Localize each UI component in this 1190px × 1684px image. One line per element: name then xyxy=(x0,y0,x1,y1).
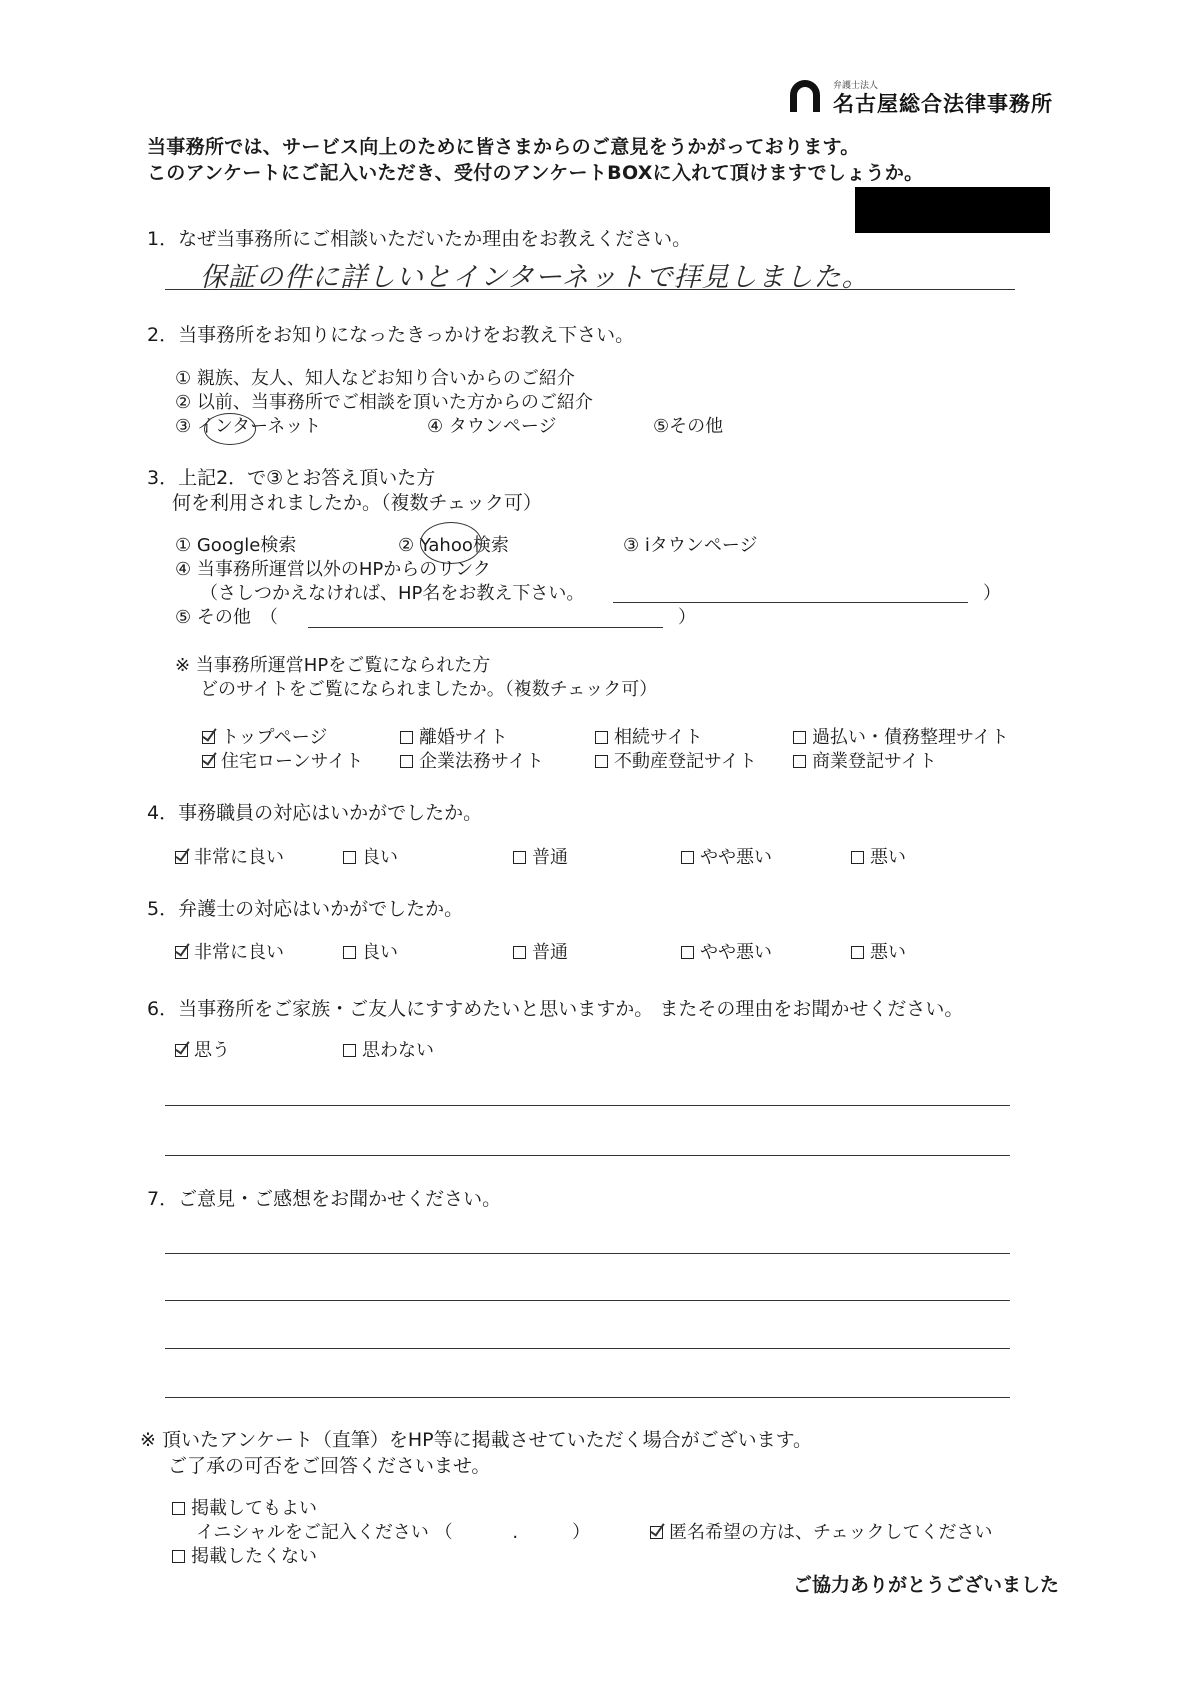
q3-option-1[interactable]: ① Google検索 xyxy=(175,535,297,556)
q7-answer-line-4 xyxy=(165,1397,1010,1398)
q7-answer-line-3 xyxy=(165,1348,1010,1349)
site-item-divorce[interactable]: 離婚サイト xyxy=(400,727,508,749)
site-item-corporate[interactable]: 企業法務サイト xyxy=(400,751,544,773)
firm-logo-icon xyxy=(790,80,820,112)
site-item-debt[interactable]: 過払い・債務整理サイト xyxy=(793,727,1009,749)
q5-question: 5．弁護士の対応はいかがでしたか。 xyxy=(147,898,464,920)
q5-option-very-good[interactable]: 非常に良い xyxy=(175,942,284,964)
q2-option-3-circle-mark xyxy=(204,413,256,445)
logo-firm-name: 名古屋総合法律事務所 xyxy=(833,91,1053,116)
site-item-top[interactable]: トップページ xyxy=(202,727,327,749)
q6-option-no[interactable]: 思わない xyxy=(343,1040,434,1062)
publish-ng-option[interactable]: 掲載したくない xyxy=(172,1546,317,1568)
q3-option-5-close: ） xyxy=(678,607,696,628)
q7-answer-line-1 xyxy=(165,1253,1010,1254)
q6-no-checkbox[interactable] xyxy=(343,1044,356,1057)
thanks-message: ご協力ありがとうございました xyxy=(793,1574,1060,1596)
q3-question-line-2: 何を利用されましたか。（複数チェック可） xyxy=(172,492,542,514)
q3-hp-name-line xyxy=(613,602,968,603)
q5-option-average[interactable]: 普通 xyxy=(513,942,568,964)
site-item-inheritance[interactable]: 相続サイト xyxy=(595,727,703,749)
q5-option-somewhat-bad[interactable]: やや悪い xyxy=(681,942,772,964)
q7-answer-line-2 xyxy=(165,1300,1010,1301)
q5-somewhat-bad-checkbox[interactable] xyxy=(681,946,694,959)
publish-note-line-1: ※ 頂いたアンケート（直筆）をHP等に掲載させていただく場合がございます。 xyxy=(140,1429,813,1451)
q3-option-4[interactable]: ④ 当事務所運営以外のHPからのリンク xyxy=(175,559,491,580)
q3-other-line xyxy=(308,627,663,628)
publish-initials-prompt: イニシャルをご記入ください （ . ） xyxy=(196,1522,591,1543)
q3-option-2-circle-mark xyxy=(420,522,482,564)
q4-very-good-checkbox[interactable] xyxy=(175,851,188,864)
intro-line-2: このアンケートにご記入いただき、受付のアンケートBOXに入れて頂けますでしょうか。 xyxy=(147,162,924,184)
site-item-real-estate[interactable]: 不動産登記サイト xyxy=(595,751,757,773)
q4-average-checkbox[interactable] xyxy=(513,851,526,864)
q5-option-good[interactable]: 良い xyxy=(343,942,398,964)
publish-ok-checkbox[interactable] xyxy=(172,1502,185,1515)
site-divorce-checkbox[interactable] xyxy=(400,731,413,744)
q6-yes-checkbox[interactable] xyxy=(175,1044,188,1057)
logo-subtitle: 弁護士法人 xyxy=(833,81,879,91)
site-commercial-checkbox[interactable] xyxy=(793,755,806,768)
q7-question: 7．ご意見・ご感想をお聞かせください。 xyxy=(147,1188,502,1210)
q1-answer-line xyxy=(165,289,1015,290)
q6-question: 6．当事務所をご家族・ご友人にすすめたいと思いますか。 またその理由をお聞かせください。 xyxy=(147,998,964,1020)
q6-option-yes[interactable]: 思う xyxy=(175,1040,230,1062)
publish-note-line-2: ご了承の可否をご回答くださいませ。 xyxy=(168,1455,491,1477)
q4-somewhat-bad-checkbox[interactable] xyxy=(681,851,694,864)
q3-option-4-close: ） xyxy=(983,583,1001,604)
q3-note-line-1: ※ 当事務所運営HPをご覧になられた方 xyxy=(175,655,491,676)
site-corporate-checkbox[interactable] xyxy=(400,755,413,768)
q6-answer-line-1 xyxy=(165,1105,1010,1106)
q5-bad-checkbox[interactable] xyxy=(851,946,864,959)
site-inheritance-checkbox[interactable] xyxy=(595,731,608,744)
site-item-commercial[interactable]: 商業登記サイト xyxy=(793,751,937,773)
q5-very-good-checkbox[interactable] xyxy=(175,946,188,959)
intro-line-1: 当事務所では、サービス向上のために皆さまからのご意見をうかがっております。 xyxy=(147,136,860,158)
publish-ok-option[interactable]: 掲載してもよい xyxy=(172,1498,317,1520)
q3-option-4-note: （さしつかえなければ、HP名をお教え下さい。 xyxy=(200,583,585,604)
q3-option-3[interactable]: ③ iタウンページ xyxy=(623,535,758,556)
q4-option-bad[interactable]: 悪い xyxy=(851,847,906,869)
q5-option-bad[interactable]: 悪い xyxy=(851,942,906,964)
publish-anonymous-checkbox[interactable] xyxy=(650,1526,663,1539)
q4-bad-checkbox[interactable] xyxy=(851,851,864,864)
site-real-estate-checkbox[interactable] xyxy=(595,755,608,768)
q1-handwritten-answer: 保証の件に詳しいとインターネットで拝見しました。 xyxy=(200,262,870,293)
q4-question: 4．事務職員の対応はいかがでしたか。 xyxy=(147,802,483,824)
q5-good-checkbox[interactable] xyxy=(343,946,356,959)
q1-question: 1．なぜ当事務所にご相談いただいたか理由をお教えください。 xyxy=(147,228,692,250)
q4-option-very-good[interactable]: 非常に良い xyxy=(175,847,284,869)
redaction-block xyxy=(855,187,1050,233)
q3-option-5[interactable]: ⑤ その他 （ xyxy=(175,607,278,628)
publish-anonymous-option[interactable]: 匿名希望の方は、チェックしてください xyxy=(650,1522,992,1544)
q3-question-line-1: 3．上記2．で③とお答え頂いた方 xyxy=(147,467,436,489)
publish-ng-checkbox[interactable] xyxy=(172,1550,185,1563)
site-debt-checkbox[interactable] xyxy=(793,731,806,744)
q2-option-3[interactable]: ③ インターネット xyxy=(175,416,322,437)
q6-answer-line-2 xyxy=(165,1155,1010,1156)
q2-option-5[interactable]: ⑤その他 xyxy=(653,416,724,437)
site-housing-loan-checkbox[interactable] xyxy=(202,755,215,768)
q4-option-somewhat-bad[interactable]: やや悪い xyxy=(681,847,772,869)
q2-option-1[interactable]: ① 親族、友人、知人などお知り合いからのご紹介 xyxy=(175,368,575,389)
q3-note-line-2: どのサイトをご覧になられましたか。（複数チェック可） xyxy=(200,679,658,700)
q3-option-2[interactable]: ② Yahoo検索 xyxy=(398,535,509,556)
q4-option-average[interactable]: 普通 xyxy=(513,847,568,869)
q2-option-2[interactable]: ② 以前、当事務所でご相談を頂いた方からのご紹介 xyxy=(175,392,593,413)
q2-question: 2．当事務所をお知りになったきっかけをお教え下さい。 xyxy=(147,324,635,346)
q2-option-4[interactable]: ④ タウンページ xyxy=(427,416,557,437)
site-item-housing-loan[interactable]: 住宅ローンサイト xyxy=(202,751,363,773)
site-top-checkbox[interactable] xyxy=(202,731,215,744)
q5-average-checkbox[interactable] xyxy=(513,946,526,959)
q4-good-checkbox[interactable] xyxy=(343,851,356,864)
q4-option-good[interactable]: 良い xyxy=(343,847,398,869)
